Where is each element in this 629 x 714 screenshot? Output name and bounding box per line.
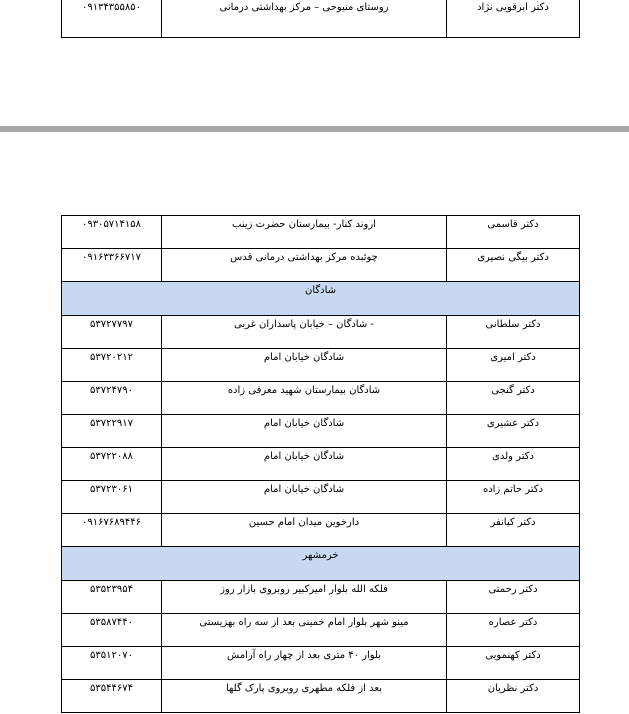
- doctor-name-cell-text: دکتر عصاره: [488, 617, 538, 628]
- phone-cell-text: ۵۳۷۲۰۲۱۲: [90, 352, 133, 363]
- doctor-name-cell: [447, 349, 580, 382]
- phone-cell-text: ۰۹۱۶۳۳۶۶۷۱۷: [81, 252, 142, 263]
- phone-cell: [62, 448, 162, 481]
- address-cell-text: شادگان خیابان امام: [263, 484, 345, 495]
- table-row: [62, 448, 580, 481]
- doctor-name-cell-text: دکتر کهنمویی: [485, 650, 541, 661]
- phone-cell: [62, 614, 162, 647]
- main-table-body: [62, 216, 580, 713]
- table-row: [62, 614, 580, 647]
- doctor-name-cell-text: دکتر بیگی نصیری: [477, 252, 549, 263]
- section-header-row: [62, 547, 580, 581]
- phone-cell: [62, 415, 162, 448]
- address-cell: [162, 514, 447, 547]
- phone-cell-text: ۵۳۷۲۳۰۶۱: [90, 484, 133, 495]
- section-header-row: [62, 282, 580, 316]
- doctor-name-cell: [447, 316, 580, 349]
- doctor-name-cell: [447, 581, 580, 614]
- address-cell-text: بلوار ۴۰ متری بعد از چهار راه آرامش: [226, 650, 382, 661]
- table-row: [62, 216, 580, 249]
- address-cell-text: دارخوین میدان امام حسین: [248, 517, 360, 528]
- phone-cell: [62, 349, 162, 382]
- address-cell-text: شادگان – خیابان پاسداران غربی -: [233, 319, 374, 330]
- table-row: [62, 481, 580, 514]
- address-cell: [162, 614, 447, 647]
- address-cell: [162, 316, 447, 349]
- doctor-name-cell-text: دکتر سلطانی: [485, 319, 541, 330]
- doctor-name-cell: [447, 382, 580, 415]
- doctor-name-cell: [447, 680, 580, 713]
- doctor-name-cell: [447, 448, 580, 481]
- section-title: [62, 282, 580, 316]
- doctor-name-cell-text: دکتر امیری: [490, 352, 536, 363]
- address-cell-text: چوئبده مرکز بهداشتی درمانی قدس: [230, 252, 378, 263]
- address-cell: [162, 581, 447, 614]
- address-cell: [162, 415, 447, 448]
- phone-cell: [62, 647, 162, 680]
- phone-cell: [62, 514, 162, 547]
- phone-cell-text: ۵۳۷۲۴۷۹۰: [90, 385, 133, 396]
- phone-cell: [62, 581, 162, 614]
- phone-cell-text: ۰۹۱۶۷۶۸۹۴۴۶: [81, 517, 142, 528]
- address-cell: [162, 382, 447, 415]
- table-row: [62, 316, 580, 349]
- phone-cell-text: ۵۳۵۱۲۰۷۰: [90, 650, 133, 661]
- phone-cell-text: ۵۳۵۴۴۶۷۴: [90, 683, 133, 694]
- table-row: [62, 382, 580, 415]
- section-title-text: خرمشهر: [302, 550, 339, 561]
- phone-cell-text: ۵۳۵۸۷۴۴۰: [90, 617, 133, 628]
- top-table-body: [62, 0, 580, 38]
- doctor-name-cell-text: دکتر قاسمی: [487, 219, 539, 230]
- doctor-name-cell-text: دکتر رحمتی: [488, 584, 538, 595]
- doctor-name-cell: [447, 0, 580, 38]
- table-row: [62, 415, 580, 448]
- address-cell-text: بعد از فلکه مطهری روبروی پارک گلها: [226, 683, 382, 694]
- phone-cell: [62, 382, 162, 415]
- doctor-name-cell: [447, 647, 580, 680]
- address-cell-text: اروند کنار- بیمارستان حضرت زینب: [232, 219, 376, 230]
- address-cell: [162, 481, 447, 514]
- section-title-text: شادگان: [304, 285, 337, 296]
- doctor-name-cell-text: دکتر گنجی: [491, 385, 535, 396]
- doctor-name-cell-text: دکتر عشیری: [486, 418, 540, 429]
- address-cell: [162, 349, 447, 382]
- phone-cell: [62, 680, 162, 713]
- table-row: [62, 680, 580, 713]
- phone-cell: [62, 316, 162, 349]
- address-cell-text: شادگان بیمارستان شهید معرفی زاده: [227, 385, 381, 396]
- phone-cell-text: ۰۹۱۳۴۳۵۵۸۵۰: [81, 2, 142, 13]
- address-cell-text: روستای منیوحی – مرکز بهداشتی درمانی: [219, 2, 389, 13]
- doctor-name-cell: [447, 415, 580, 448]
- phone-cell-text: ۵۳۷۲۲۹۱۷: [90, 418, 133, 429]
- doctor-name-cell-text: دکتر ولدی: [492, 451, 534, 462]
- address-cell: [162, 448, 447, 481]
- page-divider: [0, 126, 629, 132]
- doctor-name-cell-text: دکتر نظریان: [487, 683, 539, 694]
- address-cell-text: شادگان خیابان امام: [263, 451, 345, 462]
- doctor-name-cell: [447, 216, 580, 249]
- table-row: [62, 581, 580, 614]
- doctor-name-cell-text: دکتر حاتم زاده: [482, 484, 544, 495]
- phone-cell: [62, 249, 162, 282]
- phone-cell-text: ۵۳۷۲۷۷۹۷: [90, 319, 133, 330]
- doctor-name-cell: [447, 614, 580, 647]
- doctor-name-cell-text: دکتر کیانفر: [490, 517, 536, 528]
- address-cell: [162, 647, 447, 680]
- table-row: [62, 249, 580, 282]
- doctors-table-main: [61, 215, 580, 713]
- address-cell-text: شادگان خیابان امام: [263, 418, 345, 429]
- address-cell: [162, 249, 447, 282]
- doctor-name-cell: [447, 481, 580, 514]
- doctor-name-cell: [447, 514, 580, 547]
- phone-cell-text: ۰۹۳۰۵۷۱۴۱۵۸: [81, 219, 142, 230]
- phone-cell-text: ۵۳۷۲۲۰۸۸: [90, 451, 133, 462]
- table-row: [62, 0, 580, 38]
- section-title: [62, 547, 580, 581]
- doctor-name-cell-text: دکتر ابرقویی نژاد: [477, 2, 549, 13]
- phone-cell-text: ۵۳۵۲۳۹۵۴: [90, 584, 133, 595]
- address-cell: [162, 216, 447, 249]
- table-row: [62, 349, 580, 382]
- address-cell: [162, 680, 447, 713]
- address-cell-text: شادگان خیابان امام: [263, 352, 345, 363]
- doctors-table-top: [61, 0, 580, 38]
- phone-cell: [62, 481, 162, 514]
- address-cell-text: فلکه الله بلوار امیرکبیر روبروی بازار روز: [220, 584, 388, 595]
- table-row: [62, 514, 580, 547]
- address-cell: [162, 0, 447, 38]
- address-cell-text: مینو شهر بلوار امام خمینی بعد از سه راه بهزیستی: [199, 617, 409, 628]
- phone-cell: [62, 0, 162, 38]
- doctor-name-cell: [447, 249, 580, 282]
- table-row: [62, 647, 580, 680]
- phone-cell: [62, 216, 162, 249]
